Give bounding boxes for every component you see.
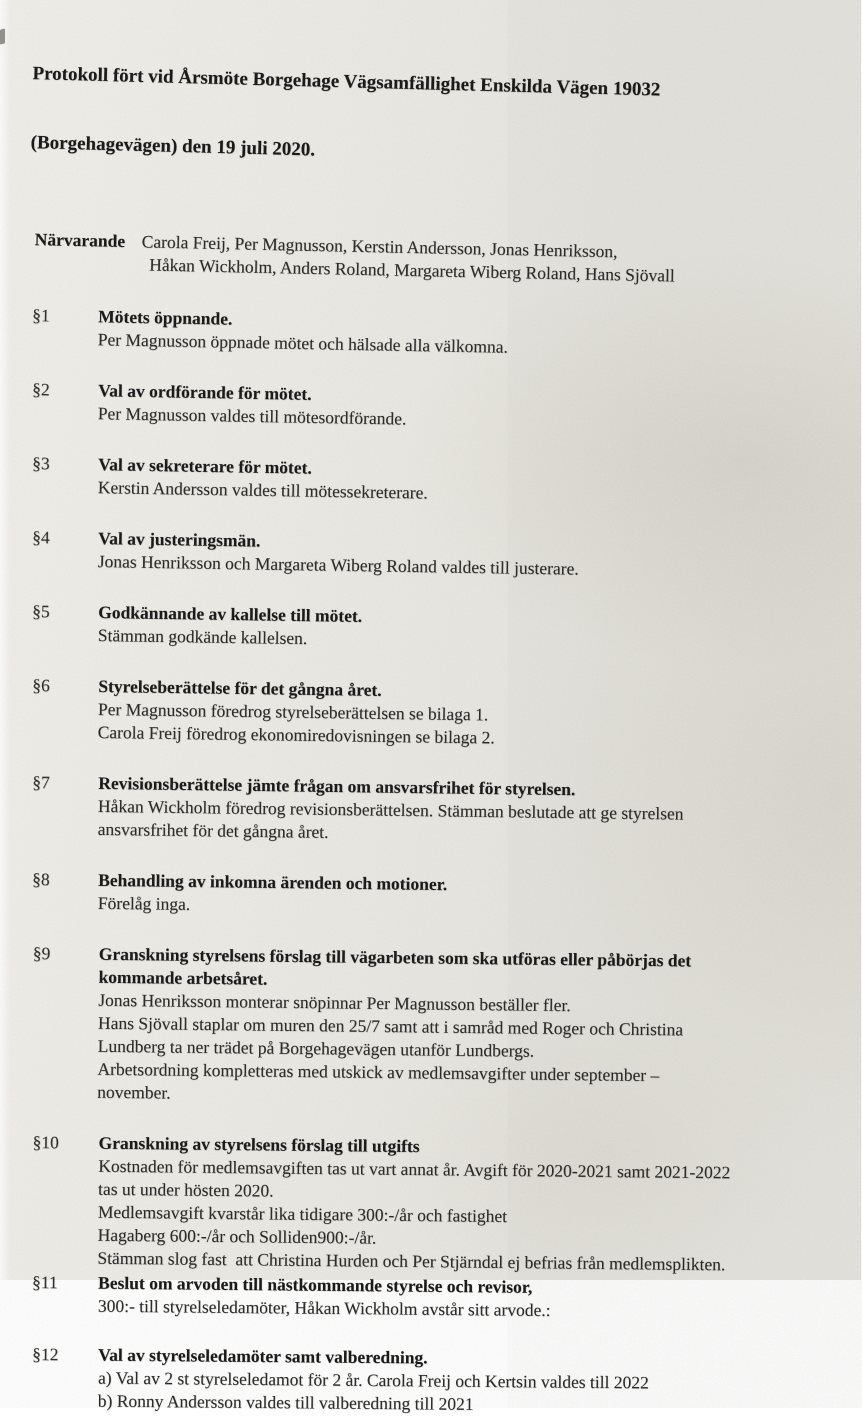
sections-list (30, 304, 861, 1412)
protocol-section (30, 526, 862, 585)
attendees-block (29, 228, 861, 291)
section-content (97, 1132, 730, 1277)
attendees-names (141, 230, 675, 287)
section-number: §8 (32, 869, 50, 890)
section-heading: Val av styrelseledamöter samt valberedning. (98, 1344, 428, 1368)
section-number: §2 (32, 379, 50, 400)
document-title-line: Protokoll fört vid Årsmöte Borgehage Vägsamfällighet Enskilda Vägen 19032 (32, 63, 661, 101)
section-number: §4 (32, 527, 50, 548)
section-number: §11 (32, 1272, 58, 1293)
section-heading: Granskning styrelsens förslag till vägarbeten som ska utföras eller påbörjas det (98, 943, 692, 971)
section-heading: Godkännande av kallelse till mötet. (98, 602, 363, 626)
document-title-line: (Borgehagevägen) den 19 juli 2020. (30, 132, 316, 161)
protocol-section (30, 771, 862, 851)
section-body-line: Arbetsordning kompletteras med utskick av medlemsavgifter under september – (97, 1058, 660, 1086)
protocol-section (30, 452, 862, 512)
section-body-line: Jonas Henriksson monterar snöpinnar Per Magnusson beställer fler. (98, 989, 571, 1016)
section-body-line: Håkan Wickholm föredrog revisionsberättelsen. Stämman beslutade att ge styrelsen (97, 795, 684, 824)
section-content (98, 869, 448, 919)
section-number: §6 (32, 675, 50, 696)
section-number: §7 (32, 772, 50, 793)
section-heading: Val av justeringsmän. (98, 528, 261, 551)
section-number: §12 (32, 1344, 59, 1365)
section-content (98, 527, 580, 581)
section-number: §9 (32, 943, 51, 964)
section-body-line: Stämman slog fast att Christina Hurden och Per Stjärndal ej befrias från medlemsplikten. (97, 1247, 726, 1275)
section-body-line: Förelåg inga. (97, 892, 191, 914)
section-heading: Mötets öppnande. (98, 306, 233, 329)
section-body-line: Per Magnusson valdes till mötesordförande. (97, 403, 407, 429)
protocol-section (30, 378, 862, 438)
section-body-line: 300:- till styrelseledamöter, Håkan Wickholm avstår sitt arvode.: (97, 1295, 551, 1320)
section-body-line: Jonas Henriksson och Margareta Wiberg Roland valdes till justerare. (97, 551, 579, 579)
document-title (25, 16, 794, 220)
section-body-line: Lundberg ta ner trädet på Borgehagevägen utanför Lundbergs. (97, 1035, 535, 1061)
attendees-line: Carola Freij, Per Magnusson, Kerstin Andersson, Jonas Henriksson, (141, 231, 618, 262)
section-number: §1 (32, 305, 50, 326)
section-heading: Behandling av inkomna ärenden och motioner. (98, 869, 448, 895)
section-body-line: Medlemsavgift kvarstår lika tidigare 300:-/år och fastighet (97, 1201, 508, 1226)
section-content (98, 772, 684, 849)
section-body-line: Hagaberg 600:-/år och Solliden900:-/år. (97, 1224, 377, 1248)
section-content (98, 675, 496, 750)
section-heading: Beslut om arvoden till nästkommande styrelse och revisor, (98, 1272, 533, 1297)
section-body-line: Kostnaden för medlemsavgiften tas ut vart annat år. Avgift för 2020-2021 samt 2021-2022 (98, 1155, 731, 1183)
section-content (98, 379, 407, 430)
section-body-line: Carola Freij föredrog ekonomiredovisningen se bilaga 2. (97, 721, 495, 748)
section-content (98, 1344, 649, 1418)
section-body-line: Kerstin Andersson valdes till mötessekreterare. (97, 477, 428, 503)
attendees-line: Håkan Wickholm, Anders Roland, Margareta Wiberg Roland, Hans Sjövall (149, 254, 675, 286)
protocol-section (30, 1343, 862, 1419)
section-number: §3 (32, 453, 50, 474)
section-content (98, 601, 363, 651)
section-body-line: Stämman godkände kallelsen. (97, 625, 308, 649)
section-heading: kommande arbetsåret. (98, 966, 268, 989)
protocol-section (30, 1271, 861, 1325)
section-content (98, 1272, 551, 1322)
protocol-section (30, 304, 862, 365)
section-body-line: Per Magnusson öppnade mötet och hälsade alla välkomna. (97, 329, 509, 357)
section-heading: Val av sekreterare för mötet. (98, 454, 312, 478)
attendees-label: Närvarande (34, 229, 126, 251)
section-heading: Granskning av styrelsens förslag till utgifts (98, 1132, 420, 1157)
protocol-section (30, 674, 862, 755)
section-body-line: Hans Sjövall staplar om muren den 25/7 samt att i samråd med Roger och Christina (97, 1012, 684, 1040)
section-body-line: b) Ronny Andersson valdes till valberedning till 2021 (97, 1390, 474, 1414)
section-body-line: ansvarsfrihet för det gångna året. (97, 818, 329, 842)
protocol-section (29, 1131, 861, 1278)
section-heading: Styrelseberättelse för det gångna året. (98, 675, 382, 700)
section-heading: Val av ordförande för mötet. (98, 380, 312, 404)
section-content (98, 305, 509, 359)
section-content (97, 943, 691, 1111)
section-body-line: tas ut under hösten 2020. (98, 1178, 274, 1201)
section-number: §10 (32, 1132, 59, 1153)
section-body-line: november. (97, 1081, 171, 1103)
section-body-line: Per Magnusson föredrog styrelseberättelsen se bilaga 1. (97, 698, 489, 725)
section-heading: Revisionsberättelse jämte frågan om ansvarsfrihet för styrelsen. (98, 772, 576, 800)
protocol-section (30, 600, 862, 658)
protocol-section (30, 868, 862, 924)
section-number: §5 (32, 601, 50, 622)
section-body-line: a) Val av 2 st styrelseledamot för 2 år. Carola Freij och Kertsin valdes till 2022 (97, 1367, 649, 1393)
protocol-section (29, 942, 862, 1112)
section-content (98, 453, 429, 504)
